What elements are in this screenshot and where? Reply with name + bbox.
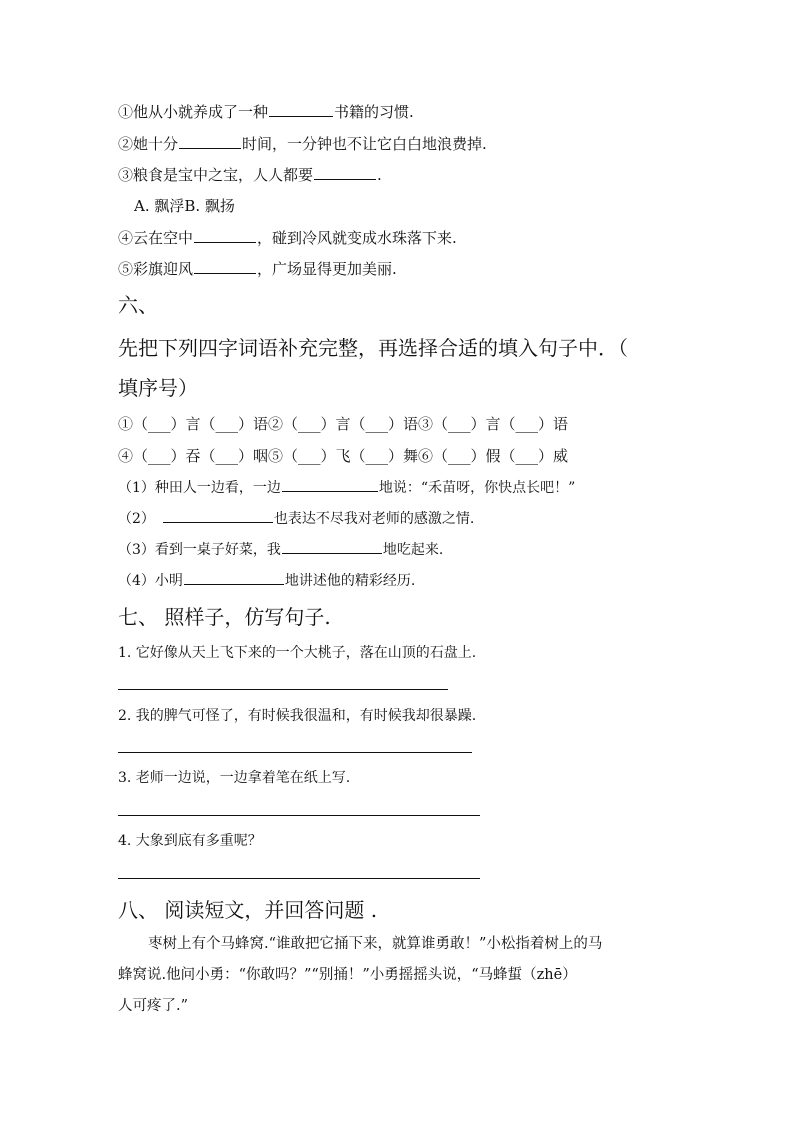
q5-s2-post: 时间，一分钟也不让它白白地浪费掉.	[242, 135, 487, 153]
blank[interactable]	[314, 165, 376, 180]
blank[interactable]	[269, 102, 333, 117]
blank[interactable]	[194, 259, 256, 274]
q6-instruction-line-1: 先把下列四字词语补充完整，再选择合适的填入句子中．（	[118, 336, 628, 360]
q6-instruction-line-2: 填序号）	[118, 376, 198, 400]
q5-s4-pre: ④云在空中	[118, 229, 194, 247]
q5-s1-pre: ①他从小就养成了一种	[118, 103, 269, 121]
q5-sentence-3	[118, 165, 382, 185]
q7-item-3: 3. 老师一边说，一边拿着笔在纸上写.	[118, 770, 351, 786]
q5-sentence-2	[118, 134, 487, 154]
q6-s4-post: 地讲述他的精彩经历.	[284, 573, 416, 589]
answer-line[interactable]	[118, 752, 472, 753]
q6-s3-pre: （3）看到一桌子好菜，我	[118, 542, 281, 558]
q5-s5-pre: ⑤彩旗迎风	[118, 260, 194, 278]
blank[interactable]	[282, 539, 382, 554]
blank[interactable]	[179, 134, 241, 149]
q5-sentence-5	[118, 259, 397, 279]
q5-s3-post: .	[377, 166, 382, 184]
q6-sentence-4	[118, 570, 415, 591]
q6-heading: 六、	[118, 293, 158, 317]
q6-s2-post: 也表达不尽我对老师的感激之情.	[273, 511, 475, 527]
blank[interactable]	[163, 508, 273, 523]
q6-idioms-row-2: ④（___）吞（___）咽⑤（___）飞（___）舞⑥（___）假（___）威	[118, 447, 569, 465]
q7-item-2: 2. 我的脾气可怪了，有时候我很温和，有时候我却很暴躁.	[118, 708, 477, 724]
q7-heading: 七、 照样子，仿写句子.	[118, 605, 331, 629]
q6-s2-pre: （2）	[118, 511, 155, 527]
q6-s1-post: 地说：“禾苗呀，你快点长吧！”	[378, 480, 576, 496]
q8-passage-line-2: 蜂窝说.他问小勇：“你敢吗？”“别捅！”小勇摇摇头说，“马蜂蜇（zhē）	[118, 967, 577, 983]
q5-s5-post: ，广场显得更加美丽.	[257, 260, 397, 278]
answer-line[interactable]	[118, 689, 448, 690]
blank[interactable]	[194, 228, 256, 243]
answer-line[interactable]	[118, 815, 480, 816]
q6-sentence-2	[118, 508, 474, 529]
q5-s4-post: ，碰到冷风就变成水珠落下来.	[257, 229, 457, 247]
q5-s2-pre: ②她十分	[118, 135, 179, 153]
q5-s1-post: 书籍的习惯.	[334, 103, 414, 121]
q6-sentence-3	[118, 539, 443, 560]
q8-heading: 八、 阅读短文，并回答问题 .	[118, 898, 378, 922]
blank[interactable]	[282, 477, 378, 492]
q7-item-4: 4. 大象到底有多重呢？	[118, 833, 262, 849]
q6-s1-pre: （1）种田人一边看，一边	[118, 480, 281, 496]
blank[interactable]	[184, 570, 284, 585]
q8-passage-line-1: 枣树上有个马蜂窝.“谁敢把它捅下来，就算谁勇敢！”小松指着树上的马	[148, 936, 603, 952]
q5-sentence-1	[118, 102, 414, 122]
q8-passage-line-3: 人可疼了.”	[118, 998, 189, 1014]
q7-item-1: 1. 它好像从天上飞下来的一个大桃子，落在山顶的石盘上.	[118, 645, 477, 661]
q6-idioms-row-1: ①（___）言（___）语②（___）言（___）语③（___）言（___）语	[118, 415, 569, 433]
q5-sentence-4	[118, 228, 457, 248]
answer-line[interactable]	[118, 878, 480, 879]
q5-options: A. 飘浮B. 飘扬	[134, 197, 235, 215]
q6-sentence-1	[118, 477, 575, 498]
q5-s3-pre: ③粮食是宝中之宝，人人都要	[118, 166, 314, 184]
q6-s4-pre: （4）小明	[118, 573, 183, 589]
q6-s3-post: 地吃起来.	[382, 542, 444, 558]
